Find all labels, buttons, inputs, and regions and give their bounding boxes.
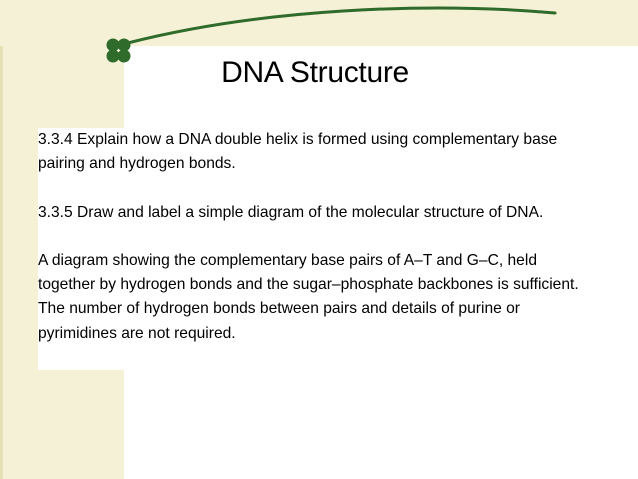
leaf-bullet-icon-dot bbox=[118, 50, 131, 63]
diagram-note: A diagram showing the complementary base pairs of A–T and G–C, held together by hydrogen bonds and the sugar–phosphate backbones is sufficient. The number of hydrogen bonds between pairs and details of purine or pyrimidines are not required. bbox=[38, 251, 579, 342]
objective-3-3-5: 3.3.5 Draw and label a simple diagram of the molecular structure of DNA. bbox=[38, 203, 544, 221]
leaf-bullet-icon bbox=[107, 39, 131, 63]
slide-body bbox=[38, 128, 598, 370]
swoosh-arc bbox=[120, 8, 555, 45]
objective-3-3-4: 3.3.4 Explain how a DNA double helix is formed using complementary base pairing and hydrogen bonds. bbox=[38, 131, 558, 173]
slide-title: DNA Structure bbox=[150, 51, 480, 95]
